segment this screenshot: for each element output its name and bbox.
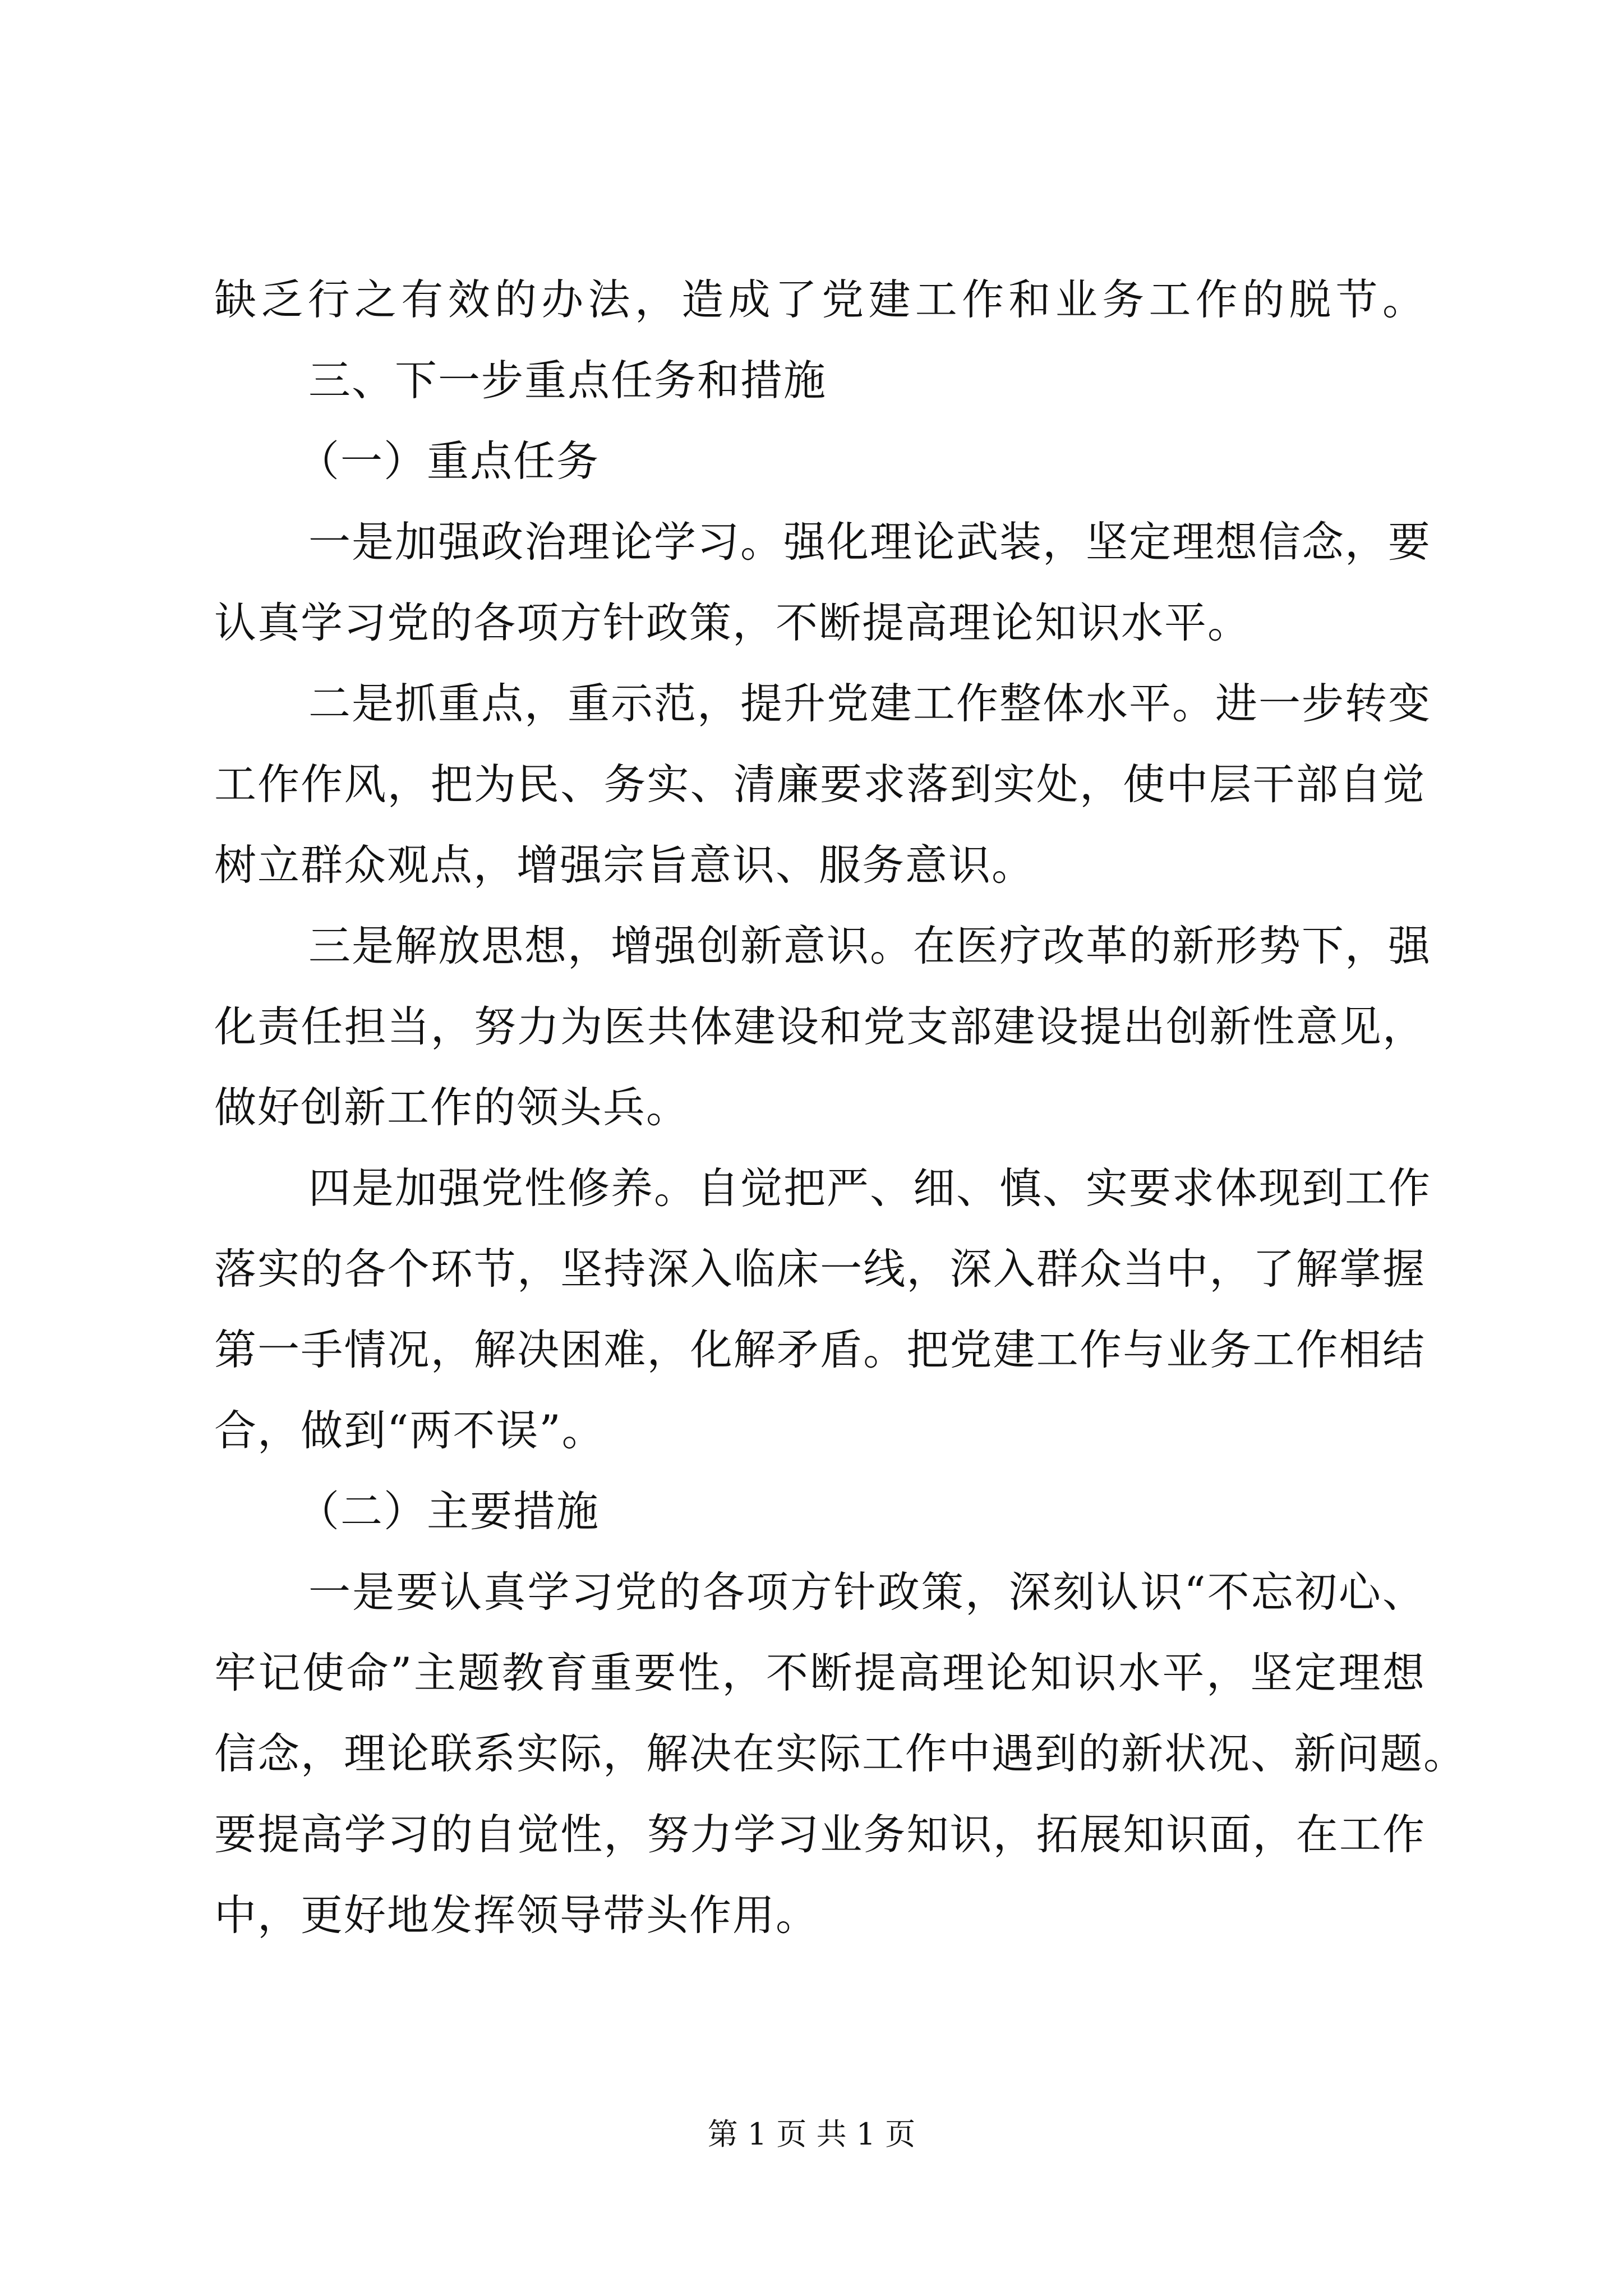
paragraph-line: 一是加强政治理论学习。强化理论武装，坚定理想信念，要 (308, 517, 1432, 567)
subsection-heading: （二）主要措施 (297, 1487, 600, 1536)
paragraph-line: 信念，理论联系实际，解决在实际工作中遇到的新状况、新问题。 (214, 1729, 1467, 1778)
paragraph-line: 要提高学习的自觉性，努力学习业务知识，拓展知识面，在工作 (214, 1810, 1426, 1859)
paragraph-line: 工作作风，把为民、务实、清廉要求落到实处，使中层干部自觉 (214, 760, 1426, 809)
paragraph-line: 化责任担当，努力为医共体建设和党支部建设提出创新性意见， (214, 1002, 1426, 1051)
subsection-heading: （一）重点任务 (297, 436, 600, 486)
paragraph-line: 第一手情况，解决困难，化解矛盾。把党建工作与业务工作相结 (214, 1325, 1426, 1374)
paragraph-line: 做好创新工作的领头兵。 (214, 1083, 690, 1132)
paragraph-line: 合，做到“两不误”。 (214, 1406, 605, 1455)
paragraph-line: 三是解放思想，增强创新意识。在医疗改革的新形势下，强 (308, 921, 1432, 970)
paragraph-line: 缺乏行之有效的办法，造成了党建工作和业务工作的脱节。 (214, 275, 1426, 324)
paragraph-line: 二是抓重点，重示范，提升党建工作整体水平。进一步转变 (308, 679, 1432, 728)
section-heading: 三、下一步重点任务和措施 (308, 356, 827, 405)
paragraph-line: 四是加强党性修养。自觉把严、细、慎、实要求体现到工作 (308, 1163, 1432, 1213)
paragraph-line: 牢记使命”主题教育重要性，不断提高理论知识水平，坚定理想 (214, 1648, 1426, 1697)
document-body (214, 259, 1467, 1955)
page-number-footer: 第 1 页 共 1 页 (707, 2116, 916, 2152)
paragraph-line: 落实的各个环节，坚持深入临床一线，深入群众当中，了解掌握 (214, 1244, 1426, 1294)
paragraph-line: 一是要认真学习党的各项方针政策，深刻认识“不忘初心、 (308, 1567, 1426, 1617)
paragraph-line: 中，更好地发挥领导带头作用。 (214, 1890, 819, 1940)
paragraph-line: 认真学习党的各项方针政策，不断提高理论知识水平。 (214, 598, 1251, 647)
paragraph-line: 树立群众观点，增强宗旨意识、服务意识。 (214, 840, 1035, 890)
